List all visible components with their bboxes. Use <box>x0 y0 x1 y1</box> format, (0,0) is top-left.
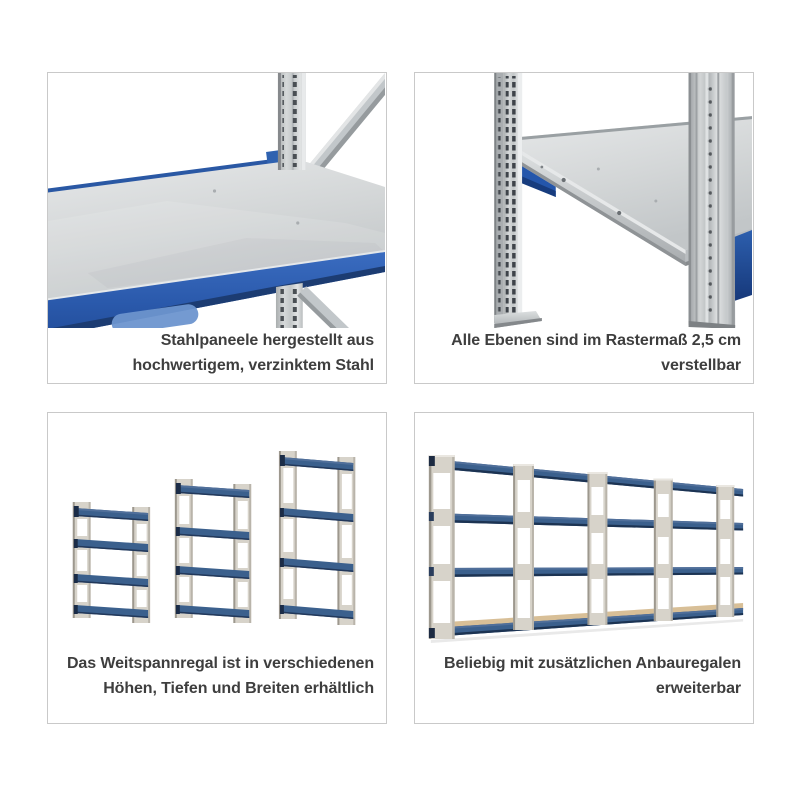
caption-line: verstellbar <box>661 357 741 374</box>
caption-addon-racks <box>415 651 753 723</box>
caption-line: Das Weitspannregal ist in verschiedenen <box>66 655 374 672</box>
feature-card-steel-panels <box>47 72 387 384</box>
addon-racks-image <box>415 413 753 643</box>
caption-steel-panels <box>48 328 386 383</box>
caption-line: Stahlpaneele hergestellt aus <box>160 332 374 349</box>
feature-card-rack-sizes <box>47 412 387 724</box>
rack-medium <box>175 479 251 623</box>
caption-line: Höhen, Tiefen und Breiten erhältlich <box>103 680 374 697</box>
steel-panel-closeup-image <box>48 73 386 328</box>
rack-tall <box>279 451 355 625</box>
feature-card-addon-racks <box>414 412 754 724</box>
caption-line: erweiterbar <box>655 680 741 697</box>
caption-line: Alle Ebenen sind im Rastermaß 2,5 cm <box>451 332 741 349</box>
rack-small <box>73 502 150 623</box>
caption-rack-sizes <box>48 651 386 723</box>
feature-grid <box>47 72 754 724</box>
feature-card-adjustable-levels <box>414 72 754 384</box>
caption-adjustable-levels <box>415 328 753 383</box>
caption-line: hochwertigem, verzinktem Stahl <box>132 357 374 374</box>
rack-sizes-image <box>48 413 386 643</box>
shelf-corner-closeup-image <box>415 73 753 328</box>
caption-line: Beliebig mit zusätzlichen Anbauregalen <box>444 655 741 672</box>
